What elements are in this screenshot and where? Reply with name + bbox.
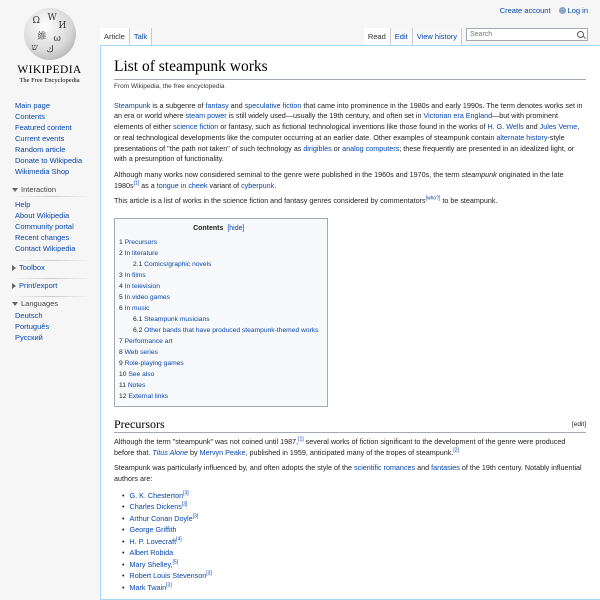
interaction-heading-label: Interaction — [21, 185, 57, 194]
sidebar-navigation — [0, 100, 100, 177]
sidebar-item-recent-changes[interactable]: Recent changes — [15, 233, 70, 242]
citation[interactable]: [5] — [172, 559, 179, 566]
print-export-heading-label: Print/export — [19, 281, 58, 290]
toc-item-label: In music — [124, 305, 150, 313]
list-item — [122, 490, 586, 502]
tab-talk[interactable]: Talk — [130, 28, 152, 45]
citation[interactable]: [3] — [183, 490, 189, 497]
chevron-right-icon — [12, 283, 16, 289]
text: several works of fiction significant to the development of the genre were produced before that. — [114, 437, 566, 457]
toc-item-label: In video games — [124, 294, 170, 302]
toc-item-number: 10 — [119, 371, 127, 379]
sidebar-item-random-article[interactable]: Random article — [15, 145, 66, 154]
toc-item-number: 3 — [119, 272, 123, 280]
link-alternate-history[interactable]: alternate history — [496, 132, 548, 142]
link-fantasy[interactable]: fantasy — [205, 100, 229, 110]
list-item — [122, 582, 586, 594]
toc-item[interactable] — [119, 347, 319, 358]
toc-item[interactable] — [119, 380, 319, 391]
intro-paragraph-3 — [114, 196, 586, 207]
page-title: List of steampunk works — [114, 58, 586, 80]
toc-item-number: 1 — [119, 239, 123, 247]
sidebar-item-community-portal[interactable]: Community portal — [15, 222, 74, 231]
namespace-tabs — [100, 28, 152, 45]
author-link[interactable]: Robert Louis Stevenson — [129, 571, 207, 581]
list-item — [122, 524, 586, 536]
text: that came into prominence in the 1980s and early 1990s. The term denotes works set in an era or world where — [114, 100, 583, 121]
link-science-fiction[interactable]: science fiction — [173, 122, 219, 132]
sidebar-item-donate[interactable]: Donate to Wikipedia — [15, 156, 83, 165]
text: and — [228, 100, 245, 110]
divider — [12, 196, 92, 197]
author-link[interactable]: H. P. Lovecraft — [129, 536, 177, 546]
text: variant of — [207, 180, 242, 190]
text: Although many works now considered seminal to the genre were published in the 1960s and 1970s, the term — [114, 169, 462, 179]
toc-item-label: In literature — [124, 250, 159, 258]
link-titus-alone[interactable]: Titus Alone — [152, 447, 188, 457]
toc-item-label: Steampunk musicians — [144, 316, 210, 324]
list-item — [122, 570, 586, 582]
login-link[interactable] — [559, 6, 588, 15]
toc-item-number: 7 — [119, 338, 123, 346]
toc-item-number: 9 — [119, 360, 123, 368]
divider — [12, 260, 92, 261]
citation[interactable]: [1] — [133, 180, 140, 187]
chevron-right-icon — [12, 265, 16, 271]
text: as a — [139, 180, 157, 190]
toc-title-label: Contents — [193, 225, 224, 233]
link-analog-computers[interactable]: analog computers — [342, 143, 400, 153]
languages-heading-label: Languages — [21, 299, 59, 308]
toc-hide-toggle[interactable]: [hide] — [227, 225, 245, 233]
author-link[interactable]: Arthur Conan Doyle — [129, 513, 193, 523]
toc-item-number: 5 — [119, 294, 123, 302]
link-tongue-in-cheek[interactable]: tongue in cheek — [156, 180, 208, 190]
list-item — [122, 513, 586, 525]
toc-item-number: 11 — [119, 382, 126, 390]
tab-view-history[interactable]: View history — [413, 28, 462, 45]
link-jules-verne[interactable]: Jules Verne — [539, 122, 578, 132]
toolbox-heading[interactable] — [12, 263, 100, 272]
print-export-heading[interactable] — [12, 281, 100, 290]
intro-paragraph-2 — [114, 170, 586, 191]
toc-item-label: Notes — [127, 382, 146, 390]
who-tag[interactable]: [who?] — [425, 195, 441, 202]
text: -style presentations of "the path not taken" of such technology as — [114, 132, 565, 153]
author-link[interactable]: Mark Twain — [129, 582, 167, 592]
intro-paragraph-1 — [114, 101, 586, 165]
toc-item-label: In films — [124, 272, 146, 280]
section-title: Precursors — [114, 417, 165, 432]
citation[interactable]: [2] — [453, 447, 459, 454]
sidebar-item-contents[interactable]: Contents — [15, 112, 46, 121]
citation[interactable]: [3] — [206, 570, 212, 577]
citation[interactable]: [3] — [192, 513, 199, 520]
divider — [12, 278, 92, 279]
toc-item[interactable] — [119, 303, 319, 314]
text: or fantasy, such as fictional technological inventions like those found in the works of — [218, 122, 488, 132]
sidebar — [0, 100, 100, 343]
edit-section-link[interactable]: [edit] — [571, 421, 586, 429]
table-of-contents — [114, 218, 328, 407]
precursors-paragraph-1 — [114, 437, 586, 458]
toc-item[interactable] — [119, 314, 319, 325]
language-link-deutsch[interactable]: Deutsch — [15, 311, 43, 320]
toc-item-label: Other bands that have produced steampunk-themed works — [144, 327, 319, 335]
toc-item[interactable] — [119, 325, 319, 336]
toc-list — [119, 237, 319, 402]
tab-article[interactable]: Article — [100, 28, 130, 45]
text: by — [187, 447, 200, 457]
toc-item[interactable] — [119, 391, 319, 402]
list-item — [122, 547, 586, 559]
toc-item-label: Web series — [124, 349, 158, 357]
link-speculative-fiction[interactable]: speculative fiction — [244, 100, 302, 110]
list-item — [122, 536, 586, 548]
language-link-russian[interactable]: Русский — [15, 333, 43, 342]
user-icon — [559, 7, 566, 14]
toc-item[interactable] — [119, 292, 319, 303]
personal-tools — [500, 6, 588, 15]
author-link[interactable]: G. K. Chesterton — [129, 490, 184, 500]
citation[interactable]: [3] — [166, 582, 172, 589]
authors-list — [114, 490, 586, 594]
text: is still widely used—usually the 19th century, and often set in — [226, 111, 424, 121]
sidebar-item-contact[interactable]: Contact Wikipedia — [15, 244, 76, 253]
toc-item-label: External links — [128, 393, 169, 401]
toc-item[interactable] — [119, 358, 319, 369]
toolbox-heading-label: Toolbox — [19, 263, 45, 272]
author-link[interactable]: Mary Shelley, — [129, 559, 173, 569]
text: and — [523, 122, 540, 132]
text: . — [274, 180, 277, 190]
search-icon[interactable] — [577, 31, 584, 38]
link-steampunk[interactable]: Steampunk — [114, 100, 151, 110]
list-item — [122, 501, 586, 513]
text: originated in the late 1980s — [114, 169, 564, 190]
puzzle-globe-icon: Ω W И 維 ω ש ك — [24, 8, 76, 60]
toc-item-label: Role-playing games — [124, 360, 184, 368]
toc-item-label: See also — [128, 371, 155, 379]
toc-item-label: Comics/graphic novels — [144, 261, 212, 269]
text: and — [415, 463, 432, 473]
link-steam-power[interactable]: steam power — [185, 111, 227, 121]
link-scientific-romances[interactable]: scientific romances — [354, 463, 416, 473]
toc-item[interactable] — [119, 369, 319, 380]
wikipedia-logo[interactable] — [12, 8, 87, 84]
link-hg-wells[interactable]: H. G. Wells — [487, 122, 524, 132]
sidebar-item-wikimedia-shop[interactable]: Wikimedia Shop — [15, 167, 70, 176]
link-cyberpunk[interactable]: cyberpunk — [241, 180, 275, 190]
sidebar-item-main-page[interactable]: Main page — [15, 101, 51, 110]
sidebar-item-current-events[interactable]: Current events — [15, 134, 65, 143]
tab-edit[interactable]: Edit — [391, 28, 413, 45]
text: This article is a list of works in the science fiction and fantasy genres considered by commentators — [114, 196, 426, 206]
text-italic: steampunk — [461, 169, 497, 179]
link-dirigibles[interactable]: dirigibles — [303, 143, 332, 153]
search-input[interactable] — [466, 28, 588, 41]
citation[interactable]: [3] — [181, 501, 188, 508]
text: Although the term "steampunk" was not coined until 1987, — [114, 437, 299, 447]
text: or — [331, 143, 343, 153]
text: , published in 1959, anticipated many of the tropes of steampunk. — [245, 447, 454, 457]
link-fantasies[interactable]: fantasies — [431, 463, 460, 473]
sidebar-item-about[interactable]: About Wikipedia — [15, 211, 70, 220]
section-heading-precursors — [114, 417, 586, 433]
toc-item-number: 6 — [119, 305, 123, 313]
toc-item-number: 8 — [119, 349, 123, 357]
text: —but with prominent elements of either — [114, 111, 559, 132]
tab-read[interactable]: Read — [364, 28, 391, 45]
citation[interactable]: [4] — [176, 536, 182, 543]
divider — [12, 296, 92, 297]
text: to be steampunk. — [440, 196, 498, 206]
toc-item-number: 12 — [119, 393, 127, 401]
text: , or real technological developments like the computer occurring at an earlier date. Other examples of steampunk contain — [114, 122, 580, 142]
sidebar-item-help[interactable]: Help — [15, 200, 31, 209]
create-account-link[interactable]: Create account — [499, 6, 551, 15]
toc-item-number: 2 — [119, 250, 123, 258]
chevron-down-icon — [12, 188, 18, 192]
logo-wordmark: WIKIPEDIA — [17, 64, 82, 76]
language-link-portugues[interactable]: Português — [15, 322, 50, 331]
search-placeholder: Search — [470, 31, 493, 38]
sidebar-item-featured-content[interactable]: Featured content — [15, 123, 72, 132]
login-label: Log in — [567, 6, 588, 15]
text: is a subgenre of — [150, 100, 206, 110]
precursors-paragraph-2 — [114, 463, 586, 484]
toc-title — [119, 223, 319, 234]
languages-heading[interactable] — [12, 299, 100, 308]
toc-item-number: 2.1 — [133, 261, 143, 269]
sidebar-interaction — [0, 199, 100, 254]
author-link[interactable]: George Griffith — [129, 525, 177, 535]
toc-item[interactable] — [119, 281, 319, 292]
list-item — [122, 559, 586, 571]
toc-item-label: In television — [124, 283, 160, 291]
link-victorian-era[interactable]: Victorian era England — [423, 111, 493, 121]
text: of the 19th century. Notably influential authors are: — [114, 463, 582, 484]
toc-item-label: Precursors — [124, 239, 157, 247]
toc-item[interactable] — [119, 270, 319, 281]
link-mervyn-peake[interactable]: Mervyn Peake — [199, 447, 246, 457]
toc-item-label: Performance art — [124, 338, 173, 346]
author-link[interactable]: Albert Robida — [129, 548, 174, 558]
toc-item[interactable] — [119, 259, 319, 270]
text: ; these frequently are presented in an idealized light, or with a presumption of functionality. — [114, 143, 575, 164]
author-link[interactable]: Charles Dickens — [129, 502, 182, 512]
logo-tagline: The Free Encyclopedia — [19, 77, 80, 84]
interaction-heading[interactable] — [12, 185, 100, 194]
toc-item[interactable] — [119, 248, 319, 259]
toc-item[interactable] — [119, 237, 319, 248]
toc-item-number: 6.2 — [133, 327, 143, 335]
text: Steampunk was particularly influenced by, and often adopts the style of the — [114, 463, 354, 473]
toc-item[interactable] — [119, 336, 319, 347]
site-subtitle: From Wikipedia, the free encyclopedia — [114, 83, 225, 90]
view-tabs — [364, 28, 588, 45]
chevron-down-icon — [12, 302, 18, 306]
citation[interactable]: [1] — [298, 436, 304, 443]
toc-item-number: 6.1 — [133, 316, 143, 324]
sidebar-languages — [0, 310, 100, 343]
article-content — [100, 45, 600, 600]
toc-item-number: 4 — [119, 283, 123, 291]
